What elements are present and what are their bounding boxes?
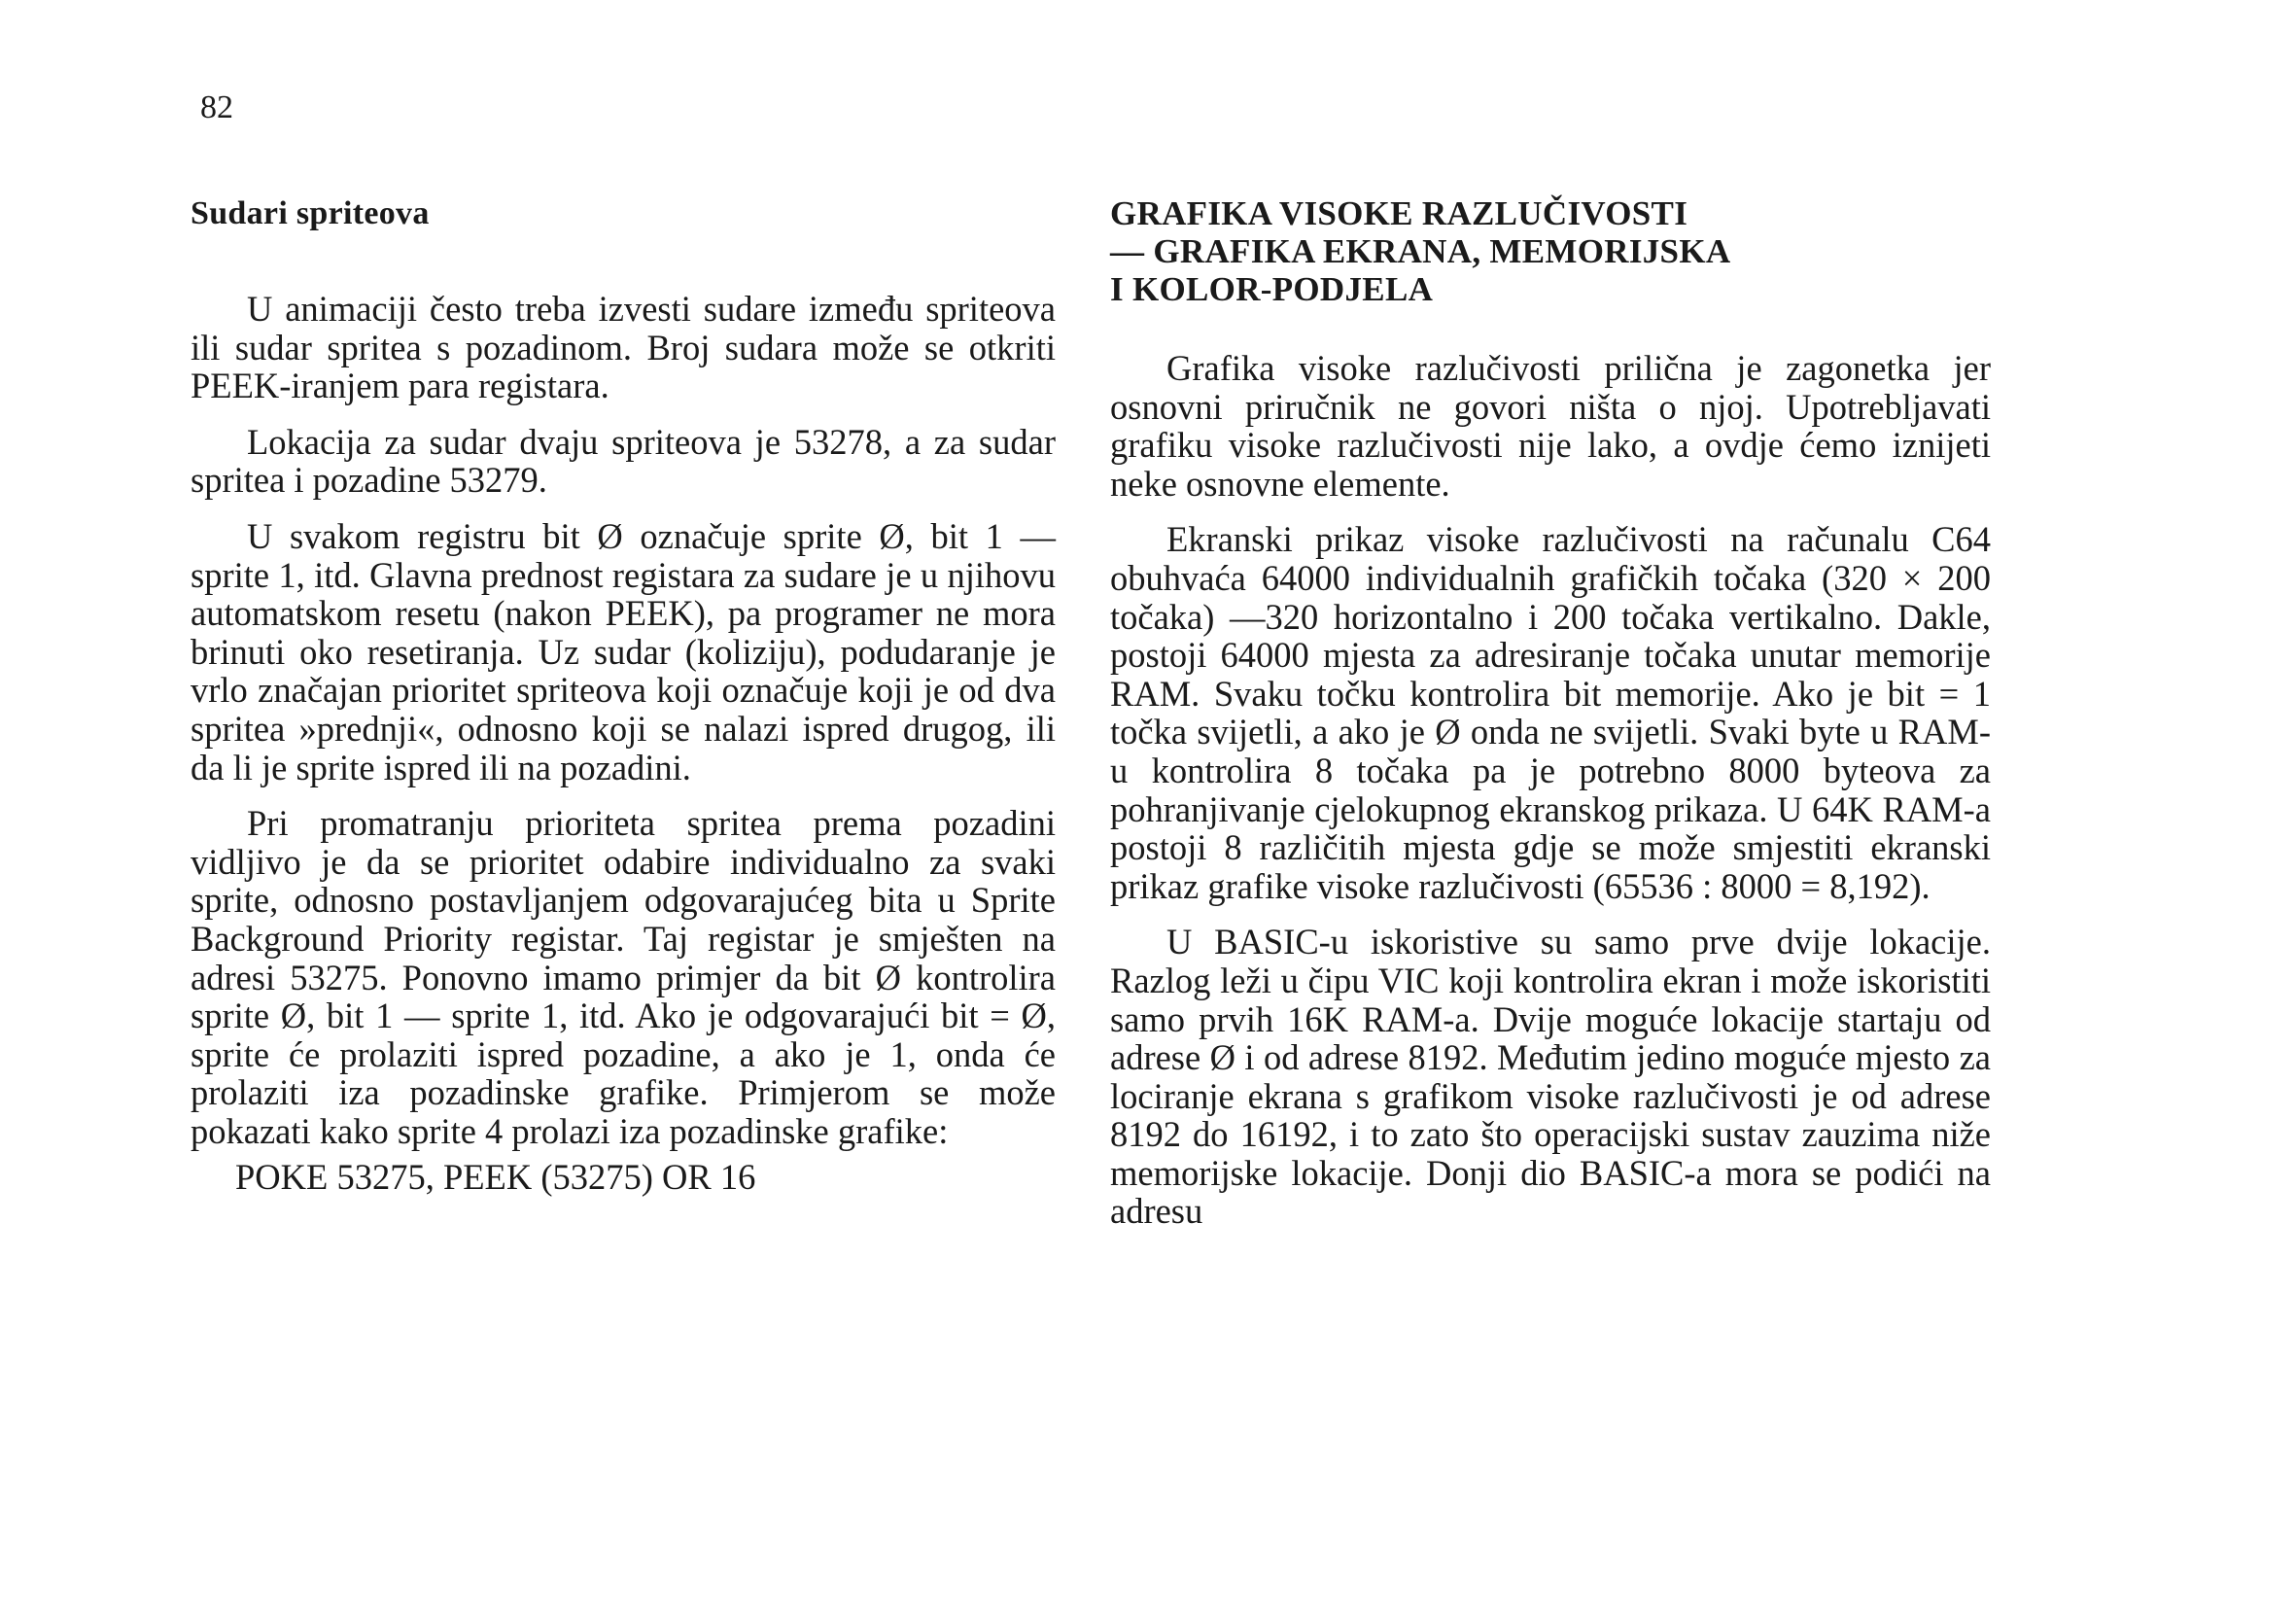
paragraph: U animaciji često treba izvesti sudare između spriteova ili sudar spritea s pozadinom. Broj sudara može se otkriti PEEK-iranjem para registara.: [191, 289, 1056, 406]
page-number: 82: [200, 89, 233, 125]
heading-line: — GRAFIKA EKRANA, MEMORIJSKA: [1110, 232, 1731, 270]
left-column: [191, 194, 1056, 1197]
section-heading-sprite-collisions: Sudari spriteova: [191, 195, 430, 231]
heading-line: I KOLOR-PODJELA: [1110, 270, 1434, 308]
code-example: POKE 53275, PEEK (53275) OR 16: [235, 1157, 756, 1198]
right-column: [1110, 194, 1991, 1248]
paragraph: Grafika visoke razlučivosti prilična je zagonetka jer osnovni priručnik ne govori ništa o njoj. Upotrebljavati grafiku visoke razlučivosti nije lako, a ovdje ćemo iznijeti neke osnovne elemente.: [1110, 348, 1991, 504]
paragraph: Lokacija za sudar dvaju spriteova je 53278, a za sudar spritea i pozadine 53279.: [191, 421, 1056, 501]
section-heading-hires-graphics: [1110, 194, 1991, 308]
heading-line: GRAFIKA VISOKE RAZLUČIVOSTI: [1110, 194, 1688, 232]
paragraph: U BASIC-u iskoristive su samo prve dvije lokacije. Razlog leži u čipu VIC koji kontrolira ekran i može iskoristiti samo prvih 16K RAM-a. Dvije moguće lokacije startaju od adrese Ø i od adrese 8192. Međutim jedino moguće mjesto za lociranje ekrana s grafikom visoke razlučivosti je od adrese 8192 do 16192, i to zato što operacijski sustav zauzima niže memorijske lokacije. Donji dio BASIC-a mora se podići na adresu: [1110, 922, 1991, 1232]
paragraph: Ekranski prikaz visoke razlučivosti na računalu C64 obuhvaća 64000 individualnih grafičkih točaka (320 × 200 točaka) —320 horizontalno i 200 točaka vertikalno. Dakle, postoji 64000 mjesta za adresiranje točaka unutar memorije RAM. Svaku točku kontrolira bit memorije. Ako je bit = 1 točka svijetli, a ako je Ø onda ne svijetli. Svaki byte u RAM-u kontrolira 8 točaka pa je potrebno 8000 byteova za pohranjivanje cjelokupnog ekranskog prikaza. U 64K RAM-a postoji 8 različitih mjesta gdje se može smjestiti ekranski prikaz grafike visoke razlučivosti (65536 : 8000 = 8,192).: [1110, 519, 1991, 906]
paragraph: U svakom registru bit Ø označuje sprite Ø, bit 1 — sprite 1, itd. Glavna prednost registara za sudare je u njihovu automatskom resetu (nakon PEEK), pa programer ne mora brinuti oko resetiranja. Uz sudar (koliziju), podudaranje je vrlo značajan prioritet spriteova koji označuje koji je od dva spritea »prednji«, odnosno koji se nalazi ispred drugog, ili da li je sprite ispred ili na pozadini.: [191, 515, 1056, 787]
paragraph: Pri promatranju prioriteta spritea prema pozadini vidljivo je da se prioritet odabire individualno za svaki sprite, odnosno postavljanjem odgovarajućeg bita u Sprite Background Priority registar. Taj registar je smješten na adresi 53275. Ponovno imamo primjer da bit Ø kontrolira sprite Ø, bit 1 — sprite 1, itd. Ako je odgovarajući bit = Ø, sprite će prolaziti ispred pozadine, a ako je 1, onda će prolaziti iza pozadinske grafike. Primjerom se može pokazati kako sprite 4 prolazi iza pozadinske grafike:: [191, 803, 1056, 1151]
